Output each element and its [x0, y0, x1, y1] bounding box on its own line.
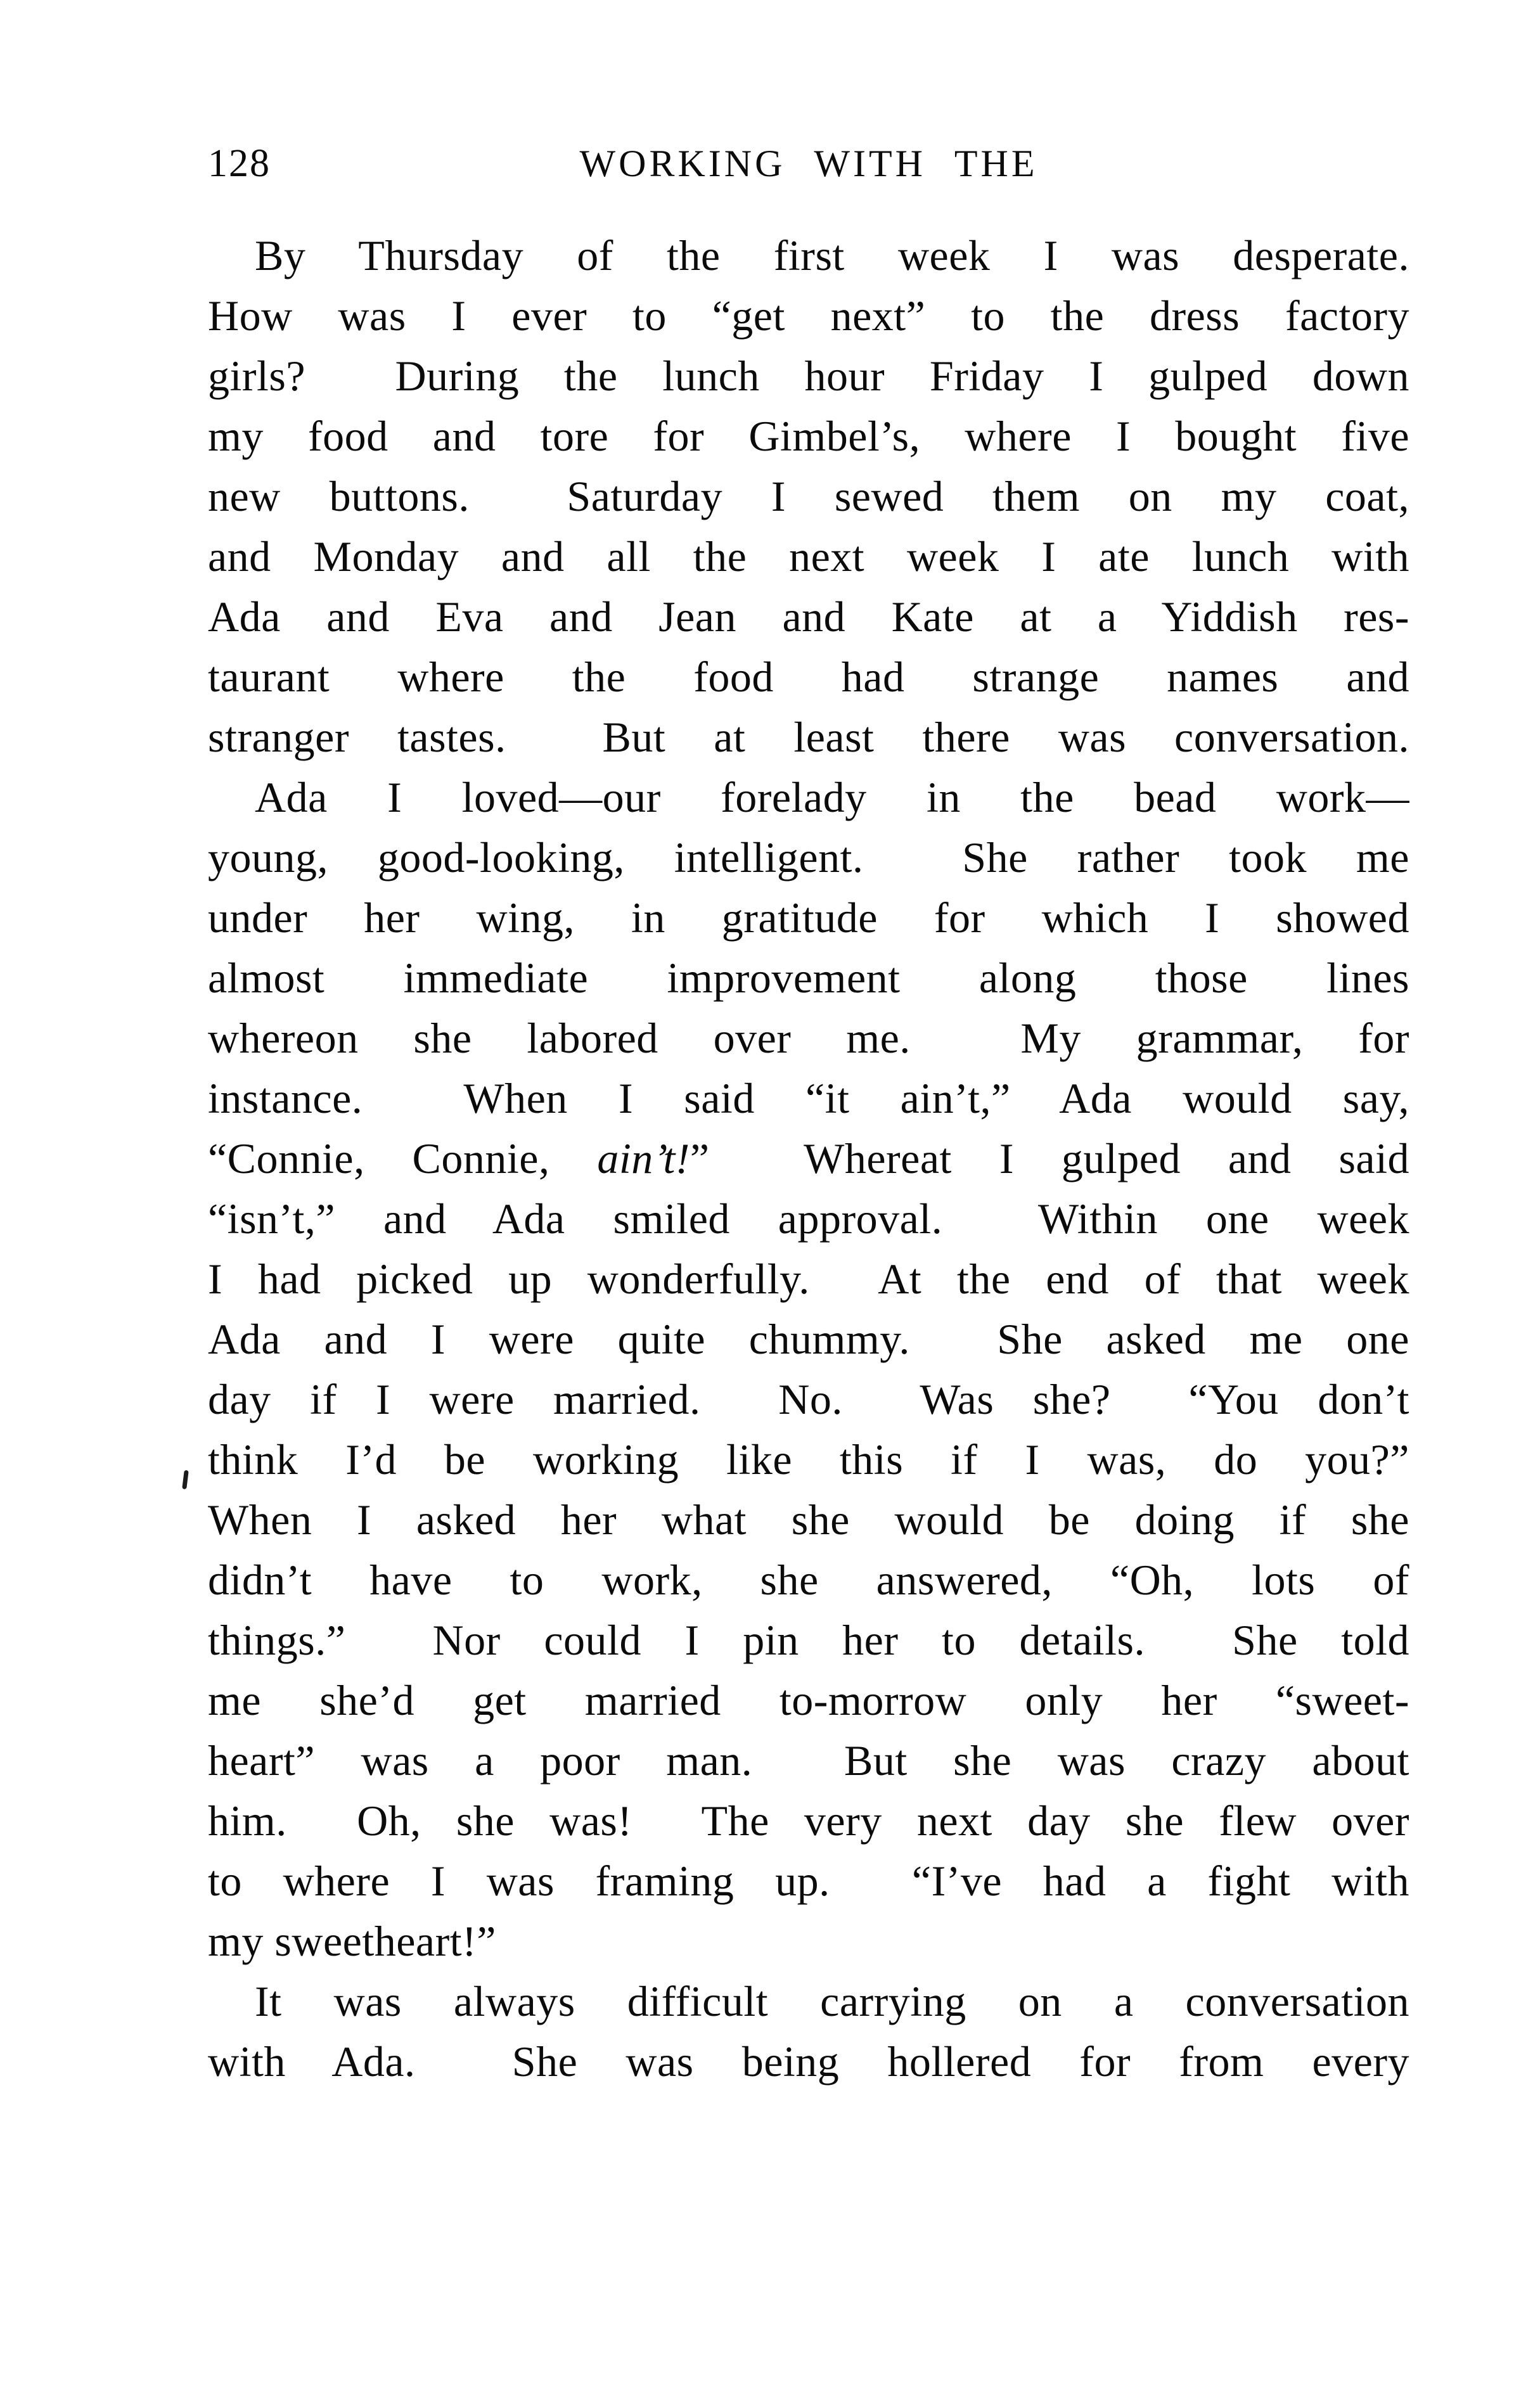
text-line: How was I ever to “get next” to the dress factory: [208, 292, 1409, 340]
text-line: him. Oh, she was! The very next day she flew over: [208, 1797, 1409, 1845]
text-line: to where I was framing up. “I’ve had a fight with: [208, 1857, 1409, 1905]
text-line: young, good-looking, intelligent. She rather took me: [208, 833, 1409, 881]
page-number: 128: [208, 142, 271, 185]
text-line: instance. When I said “it ain’t,” Ada would say,: [208, 1074, 1409, 1122]
text-line: under her wing, in gratitude for which I showed: [208, 894, 1409, 942]
text-line: me she’d get married to-morrow only her “sweet-: [208, 1676, 1409, 1724]
text-line-part: ” Whereat I gulped and said: [690, 1134, 1409, 1182]
text-line: and Monday and all the next week I ate lunch with: [208, 532, 1409, 580]
text-line: stranger tastes. But at least there was conversation.: [208, 713, 1409, 761]
text-line: my sweetheart!”: [208, 1917, 496, 1965]
text-line: Ada and Eva and Jean and Kate at a Yiddish res-: [208, 593, 1409, 641]
text-line: girls? During the lunch hour Friday I gulped down: [208, 352, 1409, 400]
text-line: [208, 1129, 1409, 1189]
text-line: my food and tore for Gimbel’s, where I bought five: [208, 412, 1409, 460]
text-line: It was always difficult carrying on a conversation: [255, 1977, 1409, 2025]
text-line: When I asked her what she would be doing if she: [208, 1496, 1409, 1544]
text-line: taurant where the food had strange names and: [208, 653, 1409, 701]
text-line: Ada I loved—our forelady in the bead work—: [255, 773, 1409, 821]
text-line: didn’t have to work, she answered, “Oh, lots of: [208, 1556, 1409, 1604]
text-line: with Ada. She was being hollered for from every: [208, 2037, 1409, 2086]
text-line: Ada and I were quite chummy. She asked me one: [208, 1315, 1409, 1363]
running-head: WORKING WITH THE: [579, 143, 1038, 184]
text-line: things.” Nor could I pin her to details. She told: [208, 1616, 1409, 1664]
text-line: new buttons. Saturday I sewed them on my coat,: [208, 472, 1409, 520]
ink-mark: [182, 1470, 189, 1490]
body-text: [208, 226, 1409, 2092]
text-line-part-italic: ain’t!: [597, 1134, 690, 1182]
text-line: think I’d be working like this if I was, do you?”: [208, 1435, 1409, 1483]
text-line: “isn’t,” and Ada smiled approval. Within one week: [208, 1195, 1409, 1243]
text-line: I had picked up wonderfully. At the end of that week: [208, 1255, 1409, 1303]
page-header: [208, 138, 1409, 189]
text-line: almost immediate improvement along those lines: [208, 954, 1409, 1002]
text-line: By Thursday of the first week I was desperate.: [255, 231, 1409, 279]
text-line-part: “Connie, Connie,: [208, 1134, 598, 1182]
text-line: day if I were married. No. Was she? “You don’t: [208, 1375, 1409, 1423]
text-line: whereon she labored over me. My grammar, for: [208, 1014, 1409, 1062]
text-line: heart” was a poor man. But she was crazy about: [208, 1736, 1409, 1785]
